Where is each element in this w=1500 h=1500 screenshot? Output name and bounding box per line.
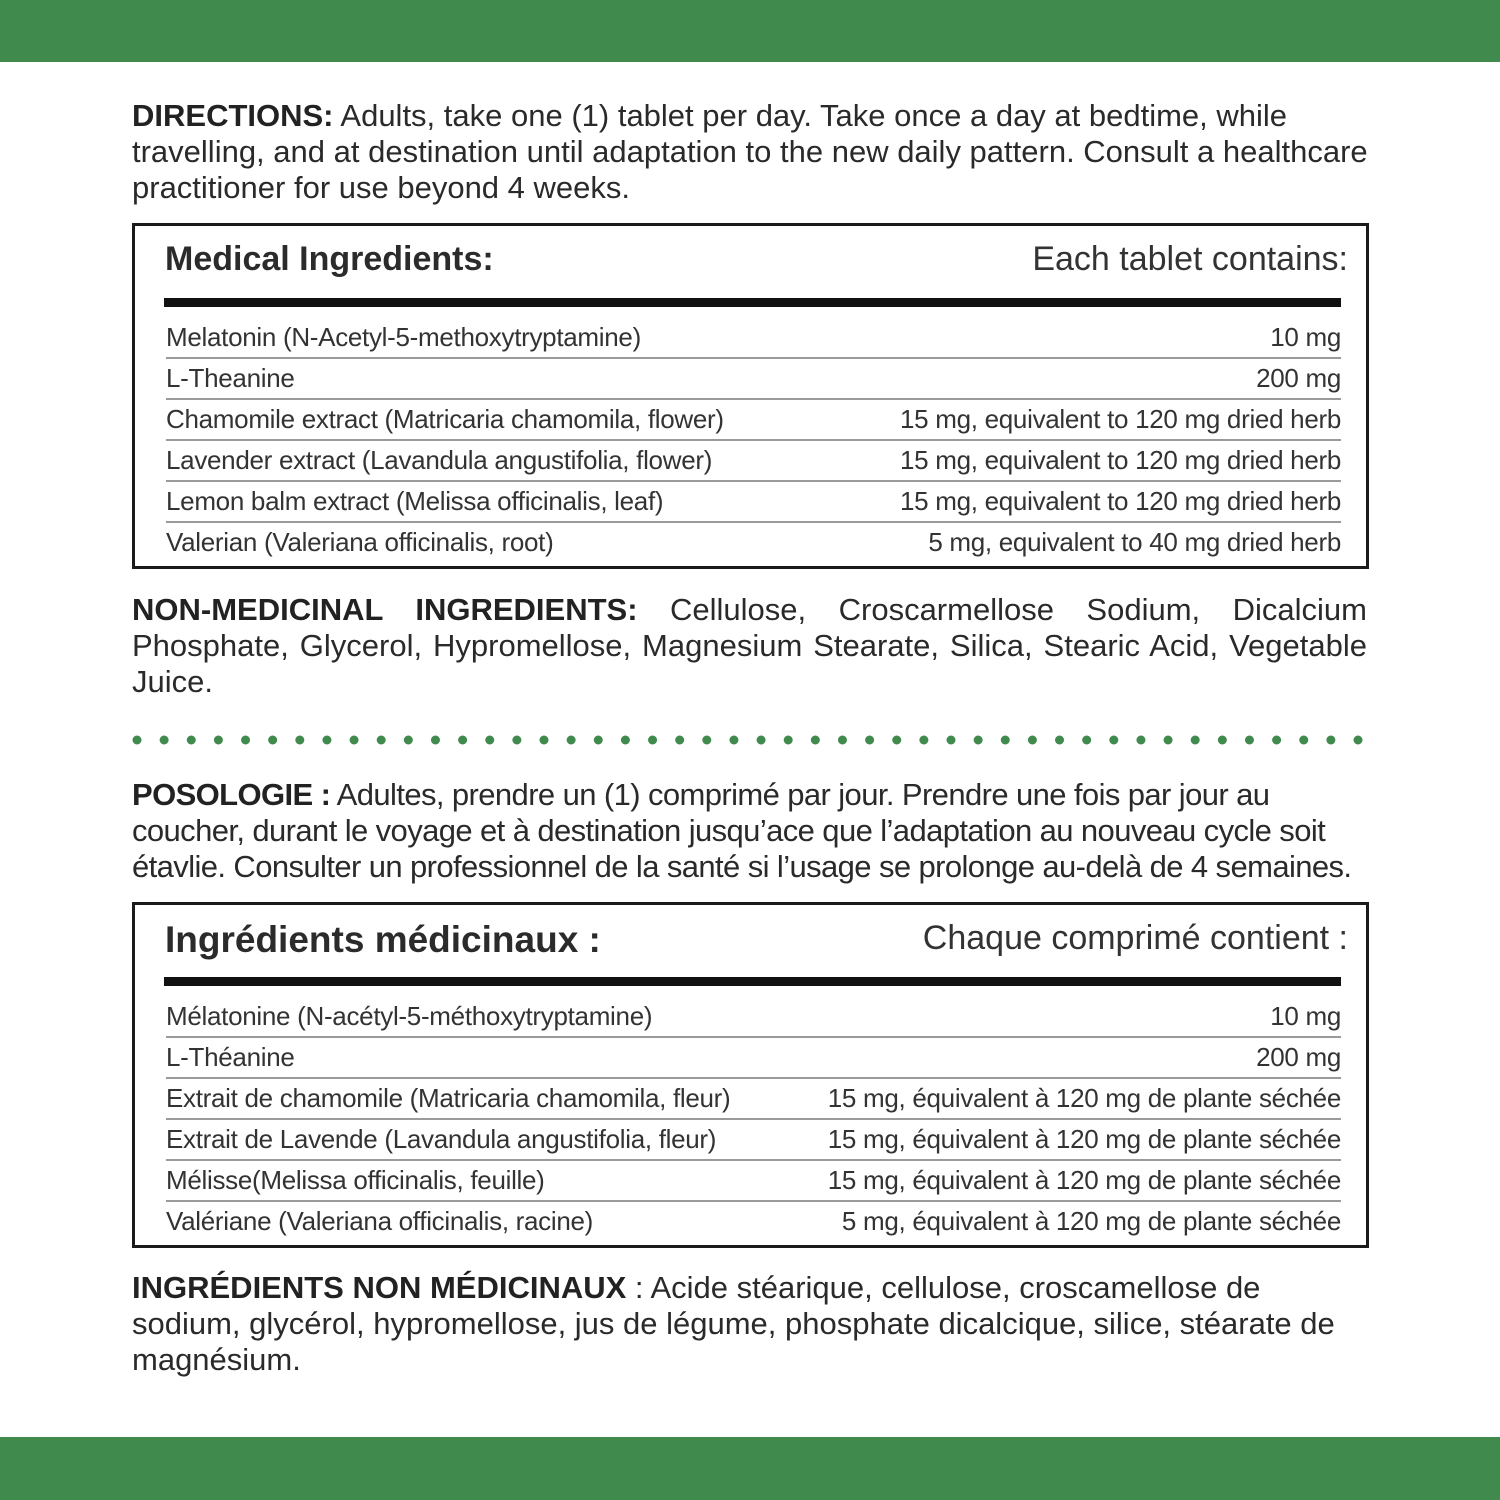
separator-dot: [350, 736, 359, 745]
separator-dot: [702, 736, 711, 745]
ingredient-name: Lemon balm extract (Melissa officinalis, leaf): [166, 486, 664, 516]
ingredients-table-fr: [132, 902, 1369, 1248]
separator-dot: [784, 736, 793, 745]
table-row: [166, 318, 1341, 359]
directions-en: [132, 98, 1372, 206]
ingredients-table-en: [132, 223, 1369, 569]
table-row: [166, 400, 1341, 441]
table-header-fr: [165, 919, 1348, 963]
ingredient-name: Mélatonine (N-acétyl-5-méthoxytryptamine): [166, 1001, 653, 1031]
nonmedicinal-en: [132, 592, 1367, 700]
separator-dot: [974, 736, 983, 745]
ingredient-name: Lavender extract (Lavandula angustifolia, flower): [166, 445, 713, 475]
nonmedicinal-fr-text: : Acide stéarique, cellulose, croscamellose de sodium, glycérol, hypromellose, jus de légume, phosphate dicalcique, silice, stéarate de magnésium.: [132, 1270, 1335, 1377]
separator-dot: [1191, 736, 1200, 745]
table-row: [166, 1079, 1341, 1120]
separator-dot: [729, 736, 738, 745]
table-row: [166, 441, 1341, 482]
separator-dot: [892, 736, 901, 745]
ingredient-rows-fr: [166, 997, 1341, 1241]
table-row: [166, 482, 1341, 523]
separator-dot: [594, 736, 603, 745]
directions-en-text: Adults, take one (1) tablet per day. Take once a day at bedtime, while travelling, and at destination until adaptation to the new daily pattern. Consult a healthcare practitioner for use beyond 4 weeks.: [132, 98, 1368, 205]
separator-dot: [214, 736, 223, 745]
ingredient-name: Valériane (Valeriana officinalis, racine): [166, 1206, 594, 1236]
table-row: [166, 1038, 1341, 1079]
ingredient-name: L-Theanine: [166, 363, 295, 393]
separator-dot: [1028, 736, 1037, 745]
separator-dot: [648, 736, 657, 745]
separator-dot: [512, 736, 521, 745]
table-title-fr: Ingrédients médicinaux :: [165, 919, 601, 960]
ingredient-rows-en: [166, 318, 1341, 562]
nonmedicinal-fr-label: INGRÉDIENTS NON MÉDICINAUX: [132, 1270, 627, 1305]
separator-dot: [1109, 736, 1118, 745]
top-green-band: [0, 0, 1500, 62]
separator-dot: [431, 736, 440, 745]
table-row: [166, 1202, 1341, 1241]
separator-dot: [947, 736, 956, 745]
separator-dot: [1164, 736, 1173, 745]
separator-dot: [675, 736, 684, 745]
ingredient-amount: 10 mg: [1270, 322, 1341, 352]
separator-dot: [377, 736, 386, 745]
directions-fr-text: Adultes, prendre un (1) comprimé par jour. Prendre une fois par jour au coucher, durant le voyage et à destination jusqu’ace que l’adaptation au nouveau cycle soit étavlie. Consulter un professionnel de la santé si l’usage se prolonge au-delà de 4 semaines.: [132, 777, 1352, 884]
table-row: [166, 523, 1341, 562]
table-subtitle-en: Each tablet contains:: [1032, 240, 1348, 278]
nonmedicinal-en-text: Cellulose, Croscarmellose Sodium, Dicalcium Phosphate, Glycerol, Hypromellose, Magnesium Stearate, Silica, Stearic Acid, Vegetable Juice.: [132, 592, 1367, 699]
directions-fr: [132, 777, 1382, 885]
bottom-green-band: [0, 1437, 1500, 1500]
ingredient-amount: 15 mg, equivalent to 120 mg dried herb: [900, 404, 1341, 434]
separator-dot: [540, 736, 549, 745]
directions-en-label: DIRECTIONS:: [132, 98, 334, 133]
ingredient-amount: 5 mg, équivalent à 120 mg de plante séchée: [841, 1206, 1341, 1236]
separator-dot: [458, 736, 467, 745]
separator-dot: [1326, 736, 1335, 745]
ingredient-amount: 200 mg: [1256, 1042, 1341, 1072]
separator-dot: [133, 736, 142, 745]
header-rule-en: [164, 298, 1341, 307]
separator-dot: [241, 736, 250, 745]
nonmedicinal-en-label: NON-MEDICINAL INGREDIENTS:: [132, 592, 638, 627]
table-row: [166, 1120, 1341, 1161]
ingredient-name: Melatonin (N-Acetyl-5-methoxytryptamine): [166, 322, 641, 352]
separator-dot: [567, 736, 576, 745]
separator-dot: [268, 736, 277, 745]
separator-dot: [838, 736, 847, 745]
ingredient-name: Extrait de chamomile (Matricaria chamomila, fleur): [166, 1083, 731, 1113]
ingredient-amount: 15 mg, équivalent à 120 mg de plante séchée: [827, 1083, 1341, 1113]
directions-fr-label: POSOLOGIE :: [132, 777, 331, 812]
ingredient-name: Mélisse(Melissa officinalis, feuille): [166, 1165, 545, 1195]
separator-dot: [811, 736, 820, 745]
table-row: [166, 359, 1341, 400]
separator-dot: [187, 736, 196, 745]
ingredient-name: Extrait de Lavende (Lavandula angustifolia, fleur): [166, 1124, 717, 1154]
separator-dot: [621, 736, 630, 745]
ingredient-amount: 15 mg, équivalent à 120 mg de plante séchée: [827, 1165, 1341, 1195]
separator-dot: [757, 736, 766, 745]
separator-dot: [322, 736, 331, 745]
ingredient-amount: 15 mg, équivalent à 120 mg de plante séchée: [827, 1124, 1341, 1154]
table-subtitle-fr: Chaque comprimé contient :: [922, 919, 1348, 957]
ingredient-name: Chamomile extract (Matricaria chamomila, flower): [166, 404, 724, 434]
separator-dot: [1272, 736, 1281, 745]
ingredient-amount: 10 mg: [1270, 1001, 1341, 1031]
dotted-separator: [132, 732, 1372, 748]
separator-dot: [1354, 736, 1363, 745]
separator-dot: [919, 736, 928, 745]
separator-dot: [1082, 736, 1091, 745]
separator-dot: [404, 736, 413, 745]
table-row: [166, 997, 1341, 1038]
separator-dot: [1245, 736, 1254, 745]
separator-dot: [1218, 736, 1227, 745]
separator-dot: [865, 736, 874, 745]
ingredient-amount: 15 mg, equivalent to 120 mg dried herb: [900, 486, 1341, 516]
separator-dot: [1001, 736, 1010, 745]
ingredient-name: L-Théanine: [166, 1042, 295, 1072]
ingredient-name: Valerian (Valeriana officinalis, root): [166, 527, 554, 557]
separator-dot: [485, 736, 494, 745]
ingredient-amount: 5 mg, equivalent to 40 mg dried herb: [928, 527, 1341, 557]
header-rule-fr: [164, 977, 1341, 986]
ingredient-amount: 200 mg: [1256, 363, 1341, 393]
separator-dot: [1136, 736, 1145, 745]
separator-dot: [295, 736, 304, 745]
ingredient-amount: 15 mg, equivalent to 120 mg dried herb: [900, 445, 1341, 475]
separator-dot: [1055, 736, 1064, 745]
table-header-en: [165, 240, 1348, 284]
table-row: [166, 1161, 1341, 1202]
separator-dot: [1299, 736, 1308, 745]
table-title-en: Medical Ingredients:: [165, 240, 494, 278]
nonmedicinal-fr: [132, 1270, 1352, 1378]
separator-dot: [160, 736, 169, 745]
